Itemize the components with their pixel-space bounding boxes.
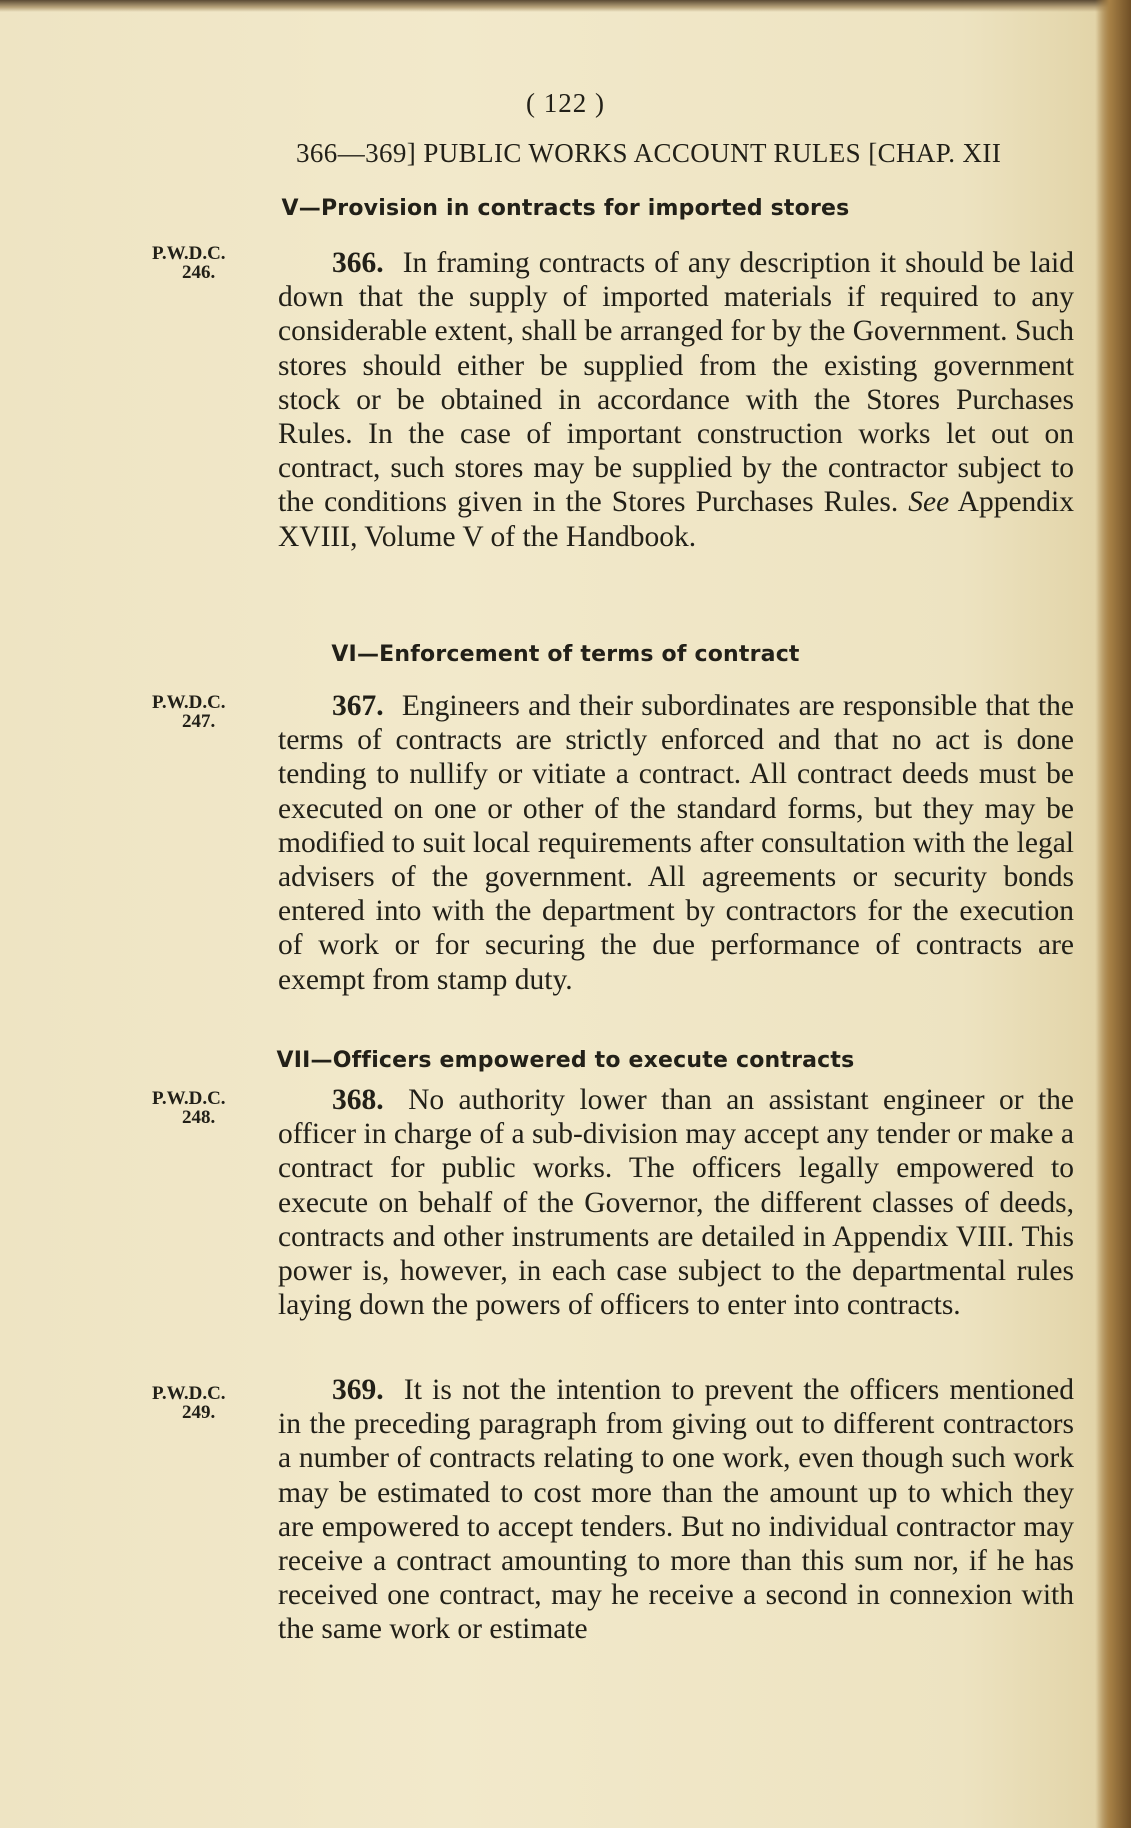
paragraph-number: 369. xyxy=(332,1374,384,1406)
running-head: 366—369] PUBLIC WORKS ACCOUNT RULES [CHAP. XII xyxy=(296,138,1002,168)
paragraph-368 xyxy=(278,1083,1074,1322)
margin-ref-number: 246. xyxy=(182,262,216,283)
margin-ref-code: P.W.D.C. xyxy=(152,1088,226,1109)
margin-ref-code: P.W.D.C. xyxy=(152,243,226,264)
margin-ref-code: P.W.D.C. xyxy=(152,1383,226,1404)
paragraph-text: Engineers and their subordinates are responsible that the terms of contracts are strictly enforced and that no act is done tending to nullify or vitiate a contract. All contract deeds must be executed on one or other of the standard forms, but they may be modified to suit local requirements after consultation with the legal advisers of the government. All agreements or security bonds entered into with the department by contractors for the execution of work or for securing the due performance of contracts are exempt from stamp duty. xyxy=(278,690,1074,996)
page-number: ( 122 ) xyxy=(526,88,605,118)
margin-ref-code: P.W.D.C. xyxy=(152,692,226,713)
page-top-edge xyxy=(0,0,1131,12)
section-heading-v: V—Provision in contracts for imported stores xyxy=(281,196,850,221)
paragraph-number: 368. xyxy=(332,1084,384,1116)
margin-reference-249 xyxy=(152,1384,262,1422)
paragraph-number: 367. xyxy=(332,690,384,722)
paragraph-369 xyxy=(278,1373,1074,1647)
margin-ref-number: 249. xyxy=(182,1402,216,1423)
margin-ref-number: 248. xyxy=(182,1107,216,1128)
page-binding-edge xyxy=(1095,0,1131,1828)
paragraph-text: No authority lower than an assistant engineer or the officer in charge of a sub-division may accept any tender or make a contract for public works. The officers legally empowered to execute on behalf of the Governor, the different classes of deeds, contracts and other instruments are detailed in Appendix VIII. This power is, however, in each case subject to the departmental rules laying down the powers of officers to enter into contracts. xyxy=(278,1084,1074,1322)
paragraph-text-continued: Appendix XVIII, Volume V of the Handbook. xyxy=(278,486,1074,553)
margin-reference-246 xyxy=(152,244,262,282)
paragraph-number: 366. xyxy=(332,247,384,279)
paragraph-text: In framing contracts of any description it should be laid down that the supply of imported materials if required to any considerable extent, shall be arranged for by the Government. Such stores should either be supplied from the existing government stock or be obtained in accordance with the Stores Purchases Rules. In the case of important construction works let out on contract, such stores may be supplied by the contractor subject to the conditions given in the Stores Purchases Rules. xyxy=(278,247,1075,519)
margin-reference-247 xyxy=(152,693,262,731)
section-heading-vi: VI—Enforcement of terms of contract xyxy=(331,642,800,667)
margin-ref-number: 247. xyxy=(182,711,216,732)
margin-reference-248 xyxy=(152,1089,262,1127)
paragraph-text: It is not the intention to prevent the officers mentioned in the preceding paragraph from giving out to different contractors a number of contracts relating to one work, even though such work may be estimated to cost more than the amount up to which they are empowered to accept tenders. But no individual contractor may receive a contract amounting to more than this sum nor, if he has received one contract, may he receive a second in connexion with the same work or estimate xyxy=(278,1374,1074,1646)
paragraph-italic-text: See xyxy=(908,486,950,519)
paragraph-366 xyxy=(278,246,1074,554)
section-heading-vii: VII—Officers empowered to execute contracts xyxy=(276,1048,855,1073)
paragraph-367 xyxy=(278,689,1074,997)
